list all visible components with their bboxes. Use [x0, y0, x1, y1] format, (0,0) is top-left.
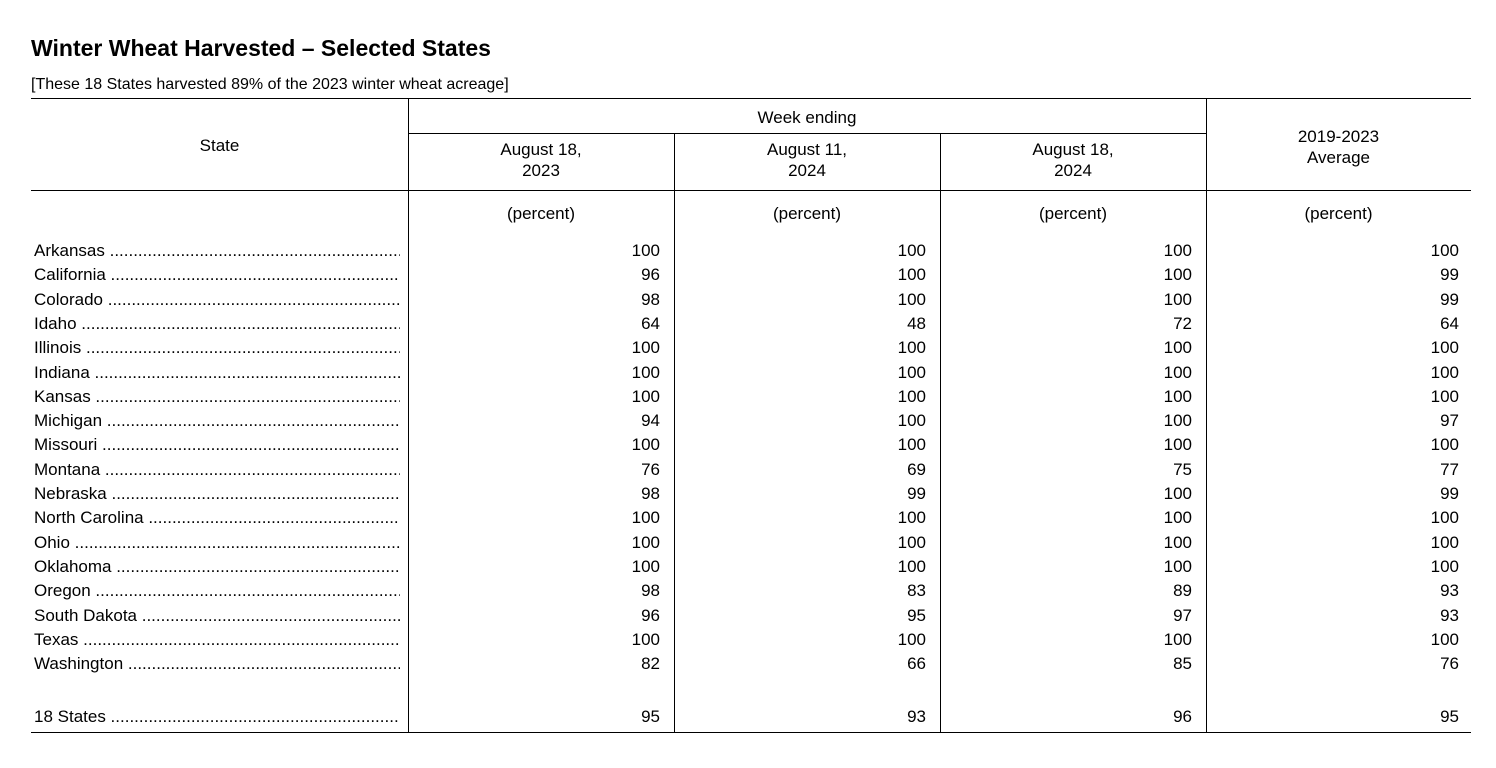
- value-average: 99: [1440, 265, 1459, 285]
- value-average: 99: [1440, 484, 1459, 503]
- table-row: [0, 386, 1496, 410]
- total-aug11-2024: 93: [907, 707, 926, 726]
- value-aug11-2024: 100: [897, 265, 926, 285]
- value-aug18-2023: 98: [641, 484, 660, 503]
- value-aug18-2024: 100: [1163, 411, 1192, 431]
- state-name: Montana .....: [34, 459, 400, 481]
- value-aug18-2024: 100: [1163, 265, 1192, 285]
- value-aug11-2024: 100: [897, 508, 926, 528]
- unit-col4: (percent): [1304, 204, 1373, 223]
- header-col3-line1: August 18,: [1032, 140, 1114, 159]
- value-aug11-2024: 100: [897, 241, 926, 260]
- value-average: 77: [1440, 459, 1459, 479]
- header-col4: [1206, 126, 1471, 168]
- value-aug18-2024: 100: [1163, 386, 1192, 406]
- total-aug18-2024: 96: [1173, 707, 1192, 726]
- value-aug11-2024: 66: [907, 654, 926, 674]
- value-aug18-2023: 100: [631, 508, 660, 528]
- value-aug18-2024: 100: [1163, 338, 1192, 358]
- value-average: 100: [1430, 629, 1459, 649]
- table-row: [0, 629, 1496, 653]
- value-average: 100: [1430, 508, 1459, 528]
- value-average: 100: [1430, 435, 1459, 455]
- value-average: 64: [1440, 313, 1459, 333]
- unit-col3: (percent): [1038, 204, 1108, 223]
- header-col4-line2: Average: [1306, 148, 1370, 167]
- state-name: Arkansas .....: [34, 240, 400, 262]
- table-row: [0, 362, 1496, 386]
- value-average: 100: [1430, 532, 1459, 552]
- table-row: [0, 264, 1496, 288]
- table-row: [0, 556, 1496, 580]
- table-row: [0, 532, 1496, 556]
- table-bottom-rule: [31, 732, 1471, 733]
- value-aug11-2024: 100: [897, 289, 926, 309]
- state-name: South Dakota .....: [34, 605, 400, 627]
- table-row: [0, 240, 1496, 264]
- value-aug11-2024: 100: [897, 532, 926, 552]
- value-aug18-2024: 100: [1163, 241, 1192, 260]
- state-name: Michigan .....: [34, 410, 400, 432]
- header-col2-line2: 2024: [788, 161, 826, 180]
- value-aug18-2023: 100: [631, 556, 660, 576]
- page-title: Winter Wheat Harvested – Selected States: [31, 35, 491, 61]
- total-row: [0, 706, 1496, 730]
- header-col1-line1: August 18,: [500, 140, 582, 159]
- value-aug18-2023: 100: [631, 435, 660, 455]
- state-name: Oklahoma .....: [34, 556, 400, 578]
- value-aug18-2023: 100: [631, 532, 660, 552]
- state-name: North Carolina .....: [34, 507, 400, 529]
- value-aug18-2024: 100: [1163, 484, 1192, 503]
- value-aug18-2024: 100: [1163, 629, 1192, 649]
- header-col1: [408, 139, 674, 181]
- value-average: 100: [1430, 338, 1459, 358]
- table-row: [0, 313, 1496, 337]
- table-row: [0, 653, 1496, 677]
- header-col3-line2: 2024: [1054, 161, 1092, 180]
- value-aug18-2023: 94: [641, 411, 660, 431]
- value-aug11-2024: 48: [907, 313, 926, 333]
- value-aug18-2023: 82: [641, 654, 660, 674]
- table-row: [0, 434, 1496, 458]
- value-aug11-2024: 99: [907, 484, 926, 503]
- state-name: Kansas .....: [34, 386, 400, 408]
- value-aug18-2024: 75: [1173, 459, 1192, 479]
- value-average: 93: [1440, 605, 1459, 625]
- value-average: 76: [1440, 654, 1459, 674]
- value-aug11-2024: 100: [897, 338, 926, 358]
- state-name: Oregon .....: [34, 580, 400, 602]
- state-name: Texas .....: [34, 629, 400, 651]
- value-aug11-2024: 100: [897, 629, 926, 649]
- value-aug18-2024: 100: [1163, 435, 1192, 455]
- header-week-ending: Week ending: [757, 108, 857, 127]
- state-name: Washington .....: [34, 653, 400, 675]
- header-col4-line1: 2019-2023: [1297, 127, 1380, 146]
- value-average: 97: [1440, 411, 1459, 431]
- value-aug18-2023: 100: [631, 386, 660, 406]
- value-aug11-2024: 100: [897, 386, 926, 406]
- state-name: Indiana .....: [34, 362, 400, 384]
- value-aug18-2024: 85: [1173, 654, 1192, 674]
- value-aug18-2023: 100: [631, 338, 660, 358]
- state-name: Colorado .....: [34, 289, 400, 311]
- total-aug18-2023: 95: [641, 707, 660, 726]
- table-row: [0, 289, 1496, 313]
- value-aug18-2024: 100: [1163, 532, 1192, 552]
- value-aug11-2024: 95: [907, 605, 926, 625]
- state-name: Ohio .....: [34, 532, 400, 554]
- value-aug18-2023: 64: [641, 313, 660, 333]
- table-row: [0, 507, 1496, 531]
- header-col1-line2: 2023: [522, 161, 560, 180]
- table-top-rule: [31, 98, 1471, 99]
- value-aug18-2024: 72: [1173, 313, 1192, 333]
- value-average: 99: [1440, 289, 1459, 309]
- unit-col1: (percent): [506, 204, 576, 223]
- value-aug11-2024: 100: [897, 362, 926, 382]
- value-aug18-2023: 98: [641, 289, 660, 309]
- state-name: Nebraska .....: [34, 483, 400, 505]
- table-row: [0, 605, 1496, 629]
- table-row: [0, 483, 1496, 507]
- value-aug18-2023: 100: [631, 362, 660, 382]
- value-average: 100: [1430, 386, 1459, 406]
- value-aug18-2023: 96: [641, 605, 660, 625]
- header-bottom-rule: [31, 190, 1471, 191]
- header-col3: [940, 139, 1206, 181]
- value-average: 100: [1430, 362, 1459, 382]
- table-row: [0, 580, 1496, 604]
- value-average: 100: [1430, 556, 1459, 576]
- value-aug18-2024: 100: [1163, 362, 1192, 382]
- value-aug18-2023: 76: [641, 459, 660, 479]
- state-name: California .....: [34, 264, 400, 286]
- value-average: 100: [1430, 241, 1459, 260]
- value-aug18-2023: 100: [631, 241, 660, 260]
- value-aug18-2024: 100: [1163, 508, 1192, 528]
- week-ending-underline: [408, 133, 1206, 134]
- value-aug18-2023: 98: [641, 581, 660, 601]
- value-aug18-2024: 100: [1163, 289, 1192, 309]
- table-row: [0, 410, 1496, 434]
- header-col2: [674, 139, 940, 181]
- state-name: Illinois .....: [34, 337, 400, 359]
- value-aug18-2024: 100: [1163, 556, 1192, 576]
- header-state: State: [199, 136, 240, 155]
- page-subtitle: [These 18 States harvested 89% of the 2023 winter wheat acreage]: [31, 76, 509, 93]
- value-aug11-2024: 69: [907, 459, 926, 479]
- value-aug11-2024: 100: [897, 411, 926, 431]
- state-name: Missouri .....: [34, 434, 400, 456]
- value-aug18-2023: 96: [641, 265, 660, 285]
- value-aug11-2024: 100: [897, 435, 926, 455]
- value-average: 93: [1440, 581, 1459, 601]
- total-average: 95: [1440, 707, 1459, 726]
- value-aug11-2024: 83: [907, 581, 926, 601]
- value-aug18-2023: 100: [631, 629, 660, 649]
- total-label: 18 States .....: [34, 706, 400, 728]
- value-aug18-2024: 89: [1173, 581, 1192, 601]
- unit-col2: (percent): [772, 204, 842, 223]
- value-aug11-2024: 100: [897, 556, 926, 576]
- state-name: Idaho .....: [34, 313, 400, 335]
- table-row: [0, 459, 1496, 483]
- header-col2-line1: August 11,: [766, 140, 848, 159]
- table-row: [0, 337, 1496, 361]
- value-aug18-2024: 97: [1173, 605, 1192, 625]
